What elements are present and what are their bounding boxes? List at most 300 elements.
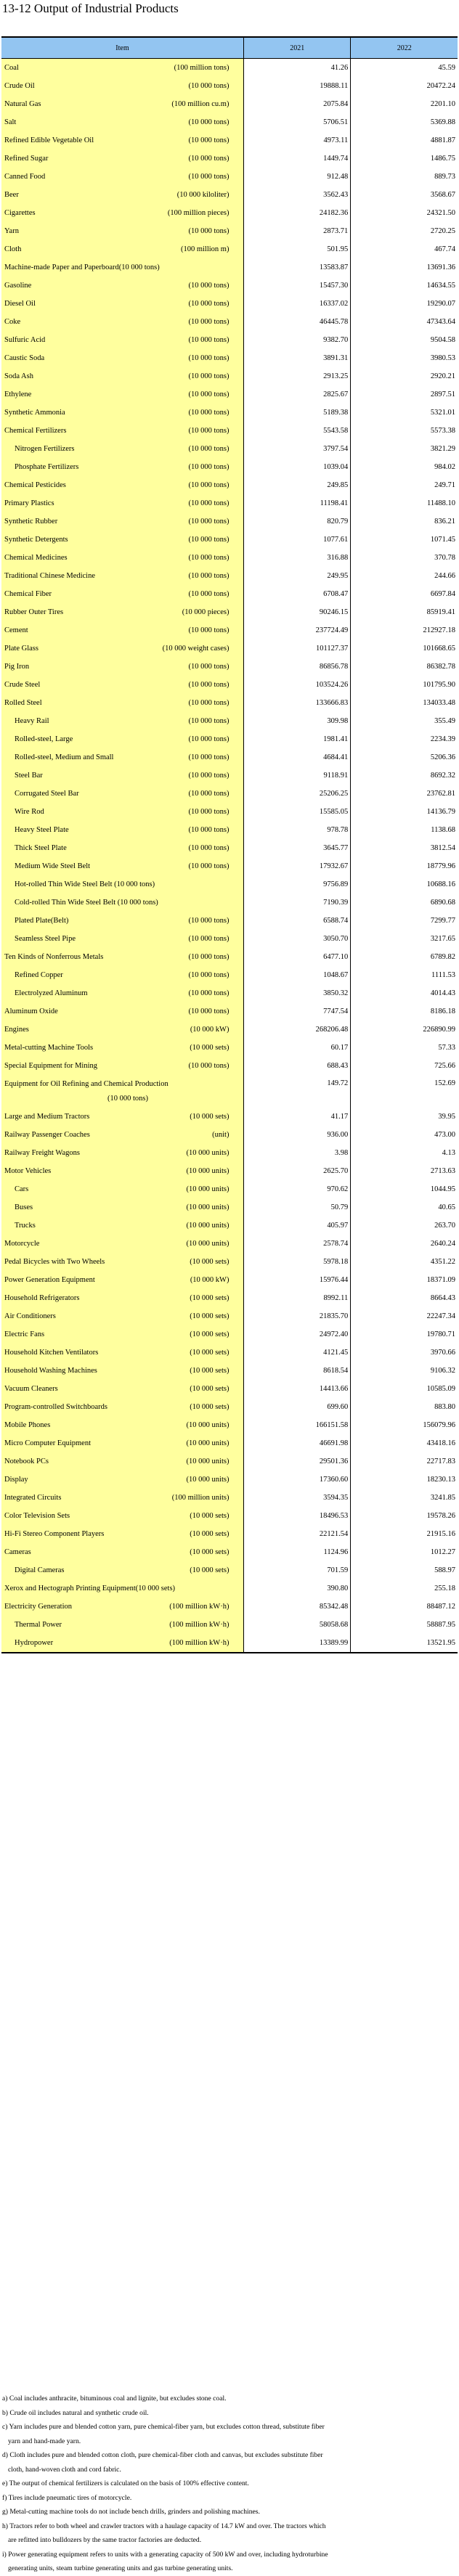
value-2021: 3.98 (244, 1144, 351, 1162)
item-cell (1, 1634, 244, 1652)
item-cell (1, 603, 244, 621)
table-row (1, 494, 458, 512)
value-2021: 2825.67 (244, 385, 351, 404)
table-row (1, 168, 458, 186)
item-cell (1, 77, 244, 95)
table-row (1, 748, 458, 766)
item-name: Traditional Chinese Medicine (4, 572, 96, 580)
value-2022: 13691.36 (426, 263, 455, 271)
item-unit: (10 000 sets) (190, 1512, 230, 1520)
value-2021: 268206.48 (244, 1021, 351, 1039)
table-row (1, 857, 458, 875)
table-row (1, 785, 458, 803)
value-2021: 41.26 (244, 59, 351, 77)
table-row (1, 1108, 458, 1126)
table-row (1, 277, 458, 295)
item-name: Synthetic Ammonia (4, 409, 65, 417)
table-row (1, 912, 458, 930)
value-2021: 50.79 (244, 1198, 351, 1217)
item-unit: (10 000 tons) (188, 409, 230, 417)
value-2022: 467.74 (434, 245, 455, 253)
item-unit: (10 000 sets) (190, 1258, 230, 1266)
item-name: Micro Computer Equipment (4, 1439, 91, 1447)
value-2022: 18371.09 (426, 1276, 455, 1284)
item-name: Wire Rod (15, 808, 44, 816)
item-name: Digital Cameras (15, 1566, 65, 1574)
footnote-line: are refitted into bulldozers by the same tractor factories are deducted. (8, 2536, 202, 2544)
item-name: Special Equipment for Mining (4, 1062, 98, 1070)
table-row (1, 966, 458, 984)
item-unit: (10 000 sets) (190, 1349, 230, 1357)
value-2021: 1048.67 (244, 966, 351, 984)
table-row (1, 240, 458, 258)
item-unit: (100 million kW·h) (169, 1639, 230, 1647)
item-cell (1, 367, 244, 385)
item-unit: (10 000 tons) (188, 391, 230, 398)
item-name: Hi-Fi Stereo Component Players (4, 1530, 105, 1538)
item-cell (1, 1021, 244, 1039)
value-2021: 501.95 (244, 240, 351, 258)
item-unit: (10 000 tons) (188, 354, 230, 362)
value-2021: 1124.96 (244, 1543, 351, 1561)
table-row (1, 1525, 458, 1543)
item-cell (1, 912, 244, 930)
item-name: Trucks (15, 1222, 36, 1230)
value-2021: 46445.78 (244, 313, 351, 331)
value-2021: 4121.45 (244, 1344, 351, 1362)
item-name: Refined Copper (15, 971, 63, 979)
table-row (1, 1144, 458, 1162)
item-unit: (10 000 tons) (188, 681, 230, 689)
value-2021: 2075.84 (244, 95, 351, 113)
item-name: Rubber Outer Tires (4, 608, 64, 616)
item-unit: (10 000 tons) (188, 536, 230, 544)
item-cell (1, 1507, 244, 1525)
table-row (1, 1039, 458, 1057)
table-row (1, 1489, 458, 1507)
value-2021: 14413.66 (244, 1380, 351, 1398)
value-2022: 19578.26 (426, 1512, 455, 1520)
item-unit: (10 000 tons) (188, 590, 230, 598)
item-cell (1, 930, 244, 948)
value-2021: 86856.78 (244, 658, 351, 676)
value-2021: 101127.37 (244, 639, 351, 658)
item-unit: (unit) (212, 1131, 230, 1139)
value-2022: 4881.87 (430, 136, 455, 144)
value-2022: 134033.48 (423, 699, 455, 707)
value-2022: 889.73 (434, 173, 455, 181)
item-name: Aluminum Oxide (4, 1007, 58, 1015)
item-unit: (10 000 units) (186, 1439, 230, 1447)
item-unit: (10 000 tons) (188, 463, 230, 471)
value-2022: 14634.55 (426, 282, 455, 290)
item-cell (1, 1489, 244, 1507)
item-cell (1, 549, 244, 567)
item-unit: (10 000 sets) (190, 1044, 230, 1052)
item-cell (1, 1126, 244, 1144)
item-unit: (10 000 sets) (190, 1330, 230, 1338)
value-2021: 149.72 (244, 1075, 351, 1108)
item-cell (1, 1344, 244, 1362)
value-2021: 699.60 (244, 1398, 351, 1416)
value-2022: 984.02 (434, 463, 455, 471)
item-unit: (10 000 units) (186, 1476, 230, 1484)
value-2022: 19780.71 (426, 1330, 455, 1338)
item-cell (1, 422, 244, 440)
table-row (1, 1075, 458, 1108)
table-row (1, 1543, 458, 1561)
item-unit: (10 000 sets) (190, 1530, 230, 1538)
item-name: Synthetic Rubber (4, 518, 58, 526)
value-2021: 15976.44 (244, 1271, 351, 1289)
value-2022: 57.33 (438, 1044, 455, 1052)
table-row (1, 367, 458, 385)
item-name: Cloth (4, 245, 22, 253)
item-name: Household Refrigerators (4, 1294, 80, 1302)
item-name: Power Generation Equipment (4, 1276, 95, 1284)
value-2021: 237724.49 (244, 621, 351, 639)
item-name: Thick Steel Plate (15, 844, 67, 852)
item-unit: (10 000 weight cases) (162, 645, 230, 653)
value-2021: 7747.54 (244, 1002, 351, 1021)
item-cell (1, 748, 244, 766)
value-2021: 5543.58 (244, 422, 351, 440)
item-name: Phosphate Fertilizers (15, 463, 79, 471)
value-2021: 15457.30 (244, 277, 351, 295)
value-2022: 58887.95 (426, 1621, 455, 1629)
table-row (1, 422, 458, 440)
value-2022: 8692.32 (430, 772, 455, 780)
item-name: Diesel Oil (4, 300, 36, 308)
value-2022: 836.21 (434, 518, 455, 526)
item-cell (1, 766, 244, 785)
item-unit: (100 million kW·h) (169, 1621, 230, 1629)
item-name: Engines (4, 1026, 29, 1034)
item-cell (1, 1057, 244, 1075)
value-2021: 16337.02 (244, 295, 351, 313)
table-row (1, 440, 458, 458)
item-unit: (100 million pieces) (167, 209, 230, 217)
item-cell (1, 1144, 244, 1162)
item-unit: (100 million m) (180, 245, 230, 253)
value-2022: 3241.85 (430, 1494, 455, 1502)
value-2022: 3568.67 (430, 191, 455, 199)
item-unit: (10 000 tons) (188, 518, 230, 526)
value-2022: 883.80 (434, 1403, 455, 1411)
item-cell (1, 240, 244, 258)
item-cell (1, 875, 244, 894)
item-unit: (10 000 tons) (188, 790, 230, 798)
item-name: Xerox and Hectograph Printing Equipment(10 000 sets) (4, 1585, 176, 1592)
value-2021: 912.48 (244, 168, 351, 186)
item-cell (1, 676, 244, 694)
item-cell (1, 458, 244, 476)
value-2021: 21835.70 (244, 1307, 351, 1325)
footnote-line: h) Tractors refer to both wheel and crawler tractors with a haulage capacity of 14.7 kW and over. The tractors which (2, 2522, 326, 2530)
item-cell (1, 1198, 244, 1217)
item-unit: (10 000 tons) (188, 136, 230, 144)
value-2021: 17932.67 (244, 857, 351, 875)
item-name: Refined Sugar (4, 155, 49, 163)
footnote-line: c) Yarn includes pure and blended cotton yarn, pure chemical-fiber yarn, but excludes cotton thread, substitute fiber (2, 2423, 325, 2431)
item-name: Cold-rolled Thin Wide Steel Belt (10 000 tons) (15, 899, 158, 907)
value-2021: 1981.41 (244, 730, 351, 748)
table-row (1, 1344, 458, 1362)
value-2022: 156079.96 (423, 1421, 455, 1429)
item-name: Corrugated Steel Bar (15, 790, 79, 798)
item-name: Cameras (4, 1548, 31, 1556)
value-2021: 4973.11 (244, 131, 351, 150)
item-unit: (100 million kW·h) (169, 1603, 230, 1611)
item-unit: (10 000 tons) (188, 971, 230, 979)
item-cell (1, 1561, 244, 1579)
item-unit: (10 000 tons) (188, 1062, 230, 1070)
item-name: Electric Fans (4, 1330, 45, 1338)
item-name: Rolled Steel (4, 699, 42, 707)
value-2021: 18496.53 (244, 1507, 351, 1525)
value-2022: 5321.01 (430, 409, 455, 417)
item-unit: (10 000 tons) (188, 499, 230, 507)
item-cell (1, 1380, 244, 1398)
item-name: Seamless Steel Pipe (15, 935, 76, 943)
value-2022: 1012.27 (430, 1548, 455, 1556)
value-2021: 8618.54 (244, 1362, 351, 1380)
item-unit: (10 000 units) (186, 1149, 230, 1157)
item-name: Gasoline (4, 282, 32, 290)
item-unit: (10 000 tons) (188, 554, 230, 562)
item-unit: (10 000 tons) (188, 699, 230, 707)
value-2021: 133666.83 (244, 694, 351, 712)
item-name: Railway Passenger Coaches (4, 1131, 90, 1139)
value-2021: 701.59 (244, 1561, 351, 1579)
value-2021: 85342.48 (244, 1598, 351, 1616)
item-name: Motorcycle (4, 1240, 40, 1248)
value-2022: 19290.07 (426, 300, 455, 308)
item-cell (1, 1452, 244, 1471)
value-2021: 25206.25 (244, 785, 351, 803)
table-row (1, 1162, 458, 1180)
footnote-line: a) Coal includes anthracite, bituminous coal and lignite, but excludes stone coal. (2, 2395, 227, 2403)
table-row (1, 1452, 458, 1471)
item-unit: (10 000 tons) (188, 300, 230, 308)
value-2022: 18779.96 (426, 862, 455, 870)
item-cell (1, 131, 244, 150)
item-cell (1, 1579, 244, 1598)
item-cell (1, 1235, 244, 1253)
value-2021: 9756.89 (244, 875, 351, 894)
value-2022: 263.70 (434, 1222, 455, 1230)
item-name: Yarn (4, 227, 19, 235)
item-cell (1, 621, 244, 639)
value-2021: 60.17 (244, 1039, 351, 1057)
value-2022: 4351.22 (430, 1258, 455, 1266)
table-row (1, 1235, 458, 1253)
item-name: Crude Oil (4, 82, 35, 90)
item-unit: (10 000 units) (186, 1167, 230, 1175)
value-2021: 1449.74 (244, 150, 351, 168)
item-cell (1, 803, 244, 821)
table-row (1, 948, 458, 966)
table-row (1, 150, 458, 168)
value-2021: 46691.98 (244, 1434, 351, 1452)
table-row (1, 385, 458, 404)
item-cell (1, 385, 244, 404)
value-2022: 18230.13 (426, 1476, 455, 1484)
item-name: Coal (4, 64, 19, 72)
table-row (1, 512, 458, 531)
item-unit: (10 000 tons) (188, 372, 230, 380)
item-unit: (10 000 units) (186, 1457, 230, 1465)
item-name: Large and Medium Tractors (4, 1113, 90, 1121)
item-name: Plated Plate(Belt) (15, 917, 69, 925)
item-unit: (10 000 tons) (188, 427, 230, 435)
item-unit: (10 000 tons) (188, 953, 230, 961)
item-name: Chemical Medicines (4, 554, 68, 562)
item-unit: (10 000 sets) (190, 1294, 230, 1302)
item-unit: (10 000 tons) (188, 772, 230, 780)
table-row (1, 730, 458, 748)
item-name: Ten Kinds of Nonferrous Metals (4, 953, 104, 961)
item-cell (1, 966, 244, 984)
item-unit: (10 000 tons) (188, 173, 230, 181)
value-2022: 101668.65 (423, 645, 455, 653)
value-2021: 11198.41 (244, 494, 351, 512)
item-unit: (10 000 sets) (190, 1403, 230, 1411)
value-2022: 152.69 (434, 1079, 455, 1087)
value-2021: 820.79 (244, 512, 351, 531)
item-name: Cars (15, 1185, 29, 1193)
footnote-line: b) Crude oil includes natural and synthetic crude oil. (2, 2408, 149, 2417)
value-2021: 24972.40 (244, 1325, 351, 1344)
item-name: Mobile Phones (4, 1421, 51, 1429)
value-2021: 316.88 (244, 549, 351, 567)
value-2021: 2873.71 (244, 222, 351, 240)
value-2022: 2920.21 (430, 372, 455, 380)
footnote-line: cloth, hand-woven cloth and cord fabric. (8, 2465, 121, 2474)
item-cell (1, 1416, 244, 1434)
item-cell (1, 168, 244, 186)
value-2022: 5206.36 (430, 753, 455, 761)
item-unit: (10 000 units) (186, 1222, 230, 1230)
item-name: Household Washing Machines (4, 1367, 97, 1375)
table-body (1, 59, 458, 1653)
table-row (1, 603, 458, 621)
item-cell (1, 349, 244, 367)
table-row (1, 766, 458, 785)
table-row (1, 1579, 458, 1598)
item-name: Rolled-steel, Medium and Small (15, 753, 114, 761)
value-2022: 88487.12 (426, 1603, 455, 1611)
item-cell (1, 150, 244, 168)
item-unit: (10 000 tons) (188, 1007, 230, 1015)
item-unit: (10 000 tons) (188, 717, 230, 725)
item-cell (1, 1471, 244, 1489)
item-cell (1, 440, 244, 458)
value-2022: 9504.58 (430, 336, 455, 344)
value-2021: 103524.26 (244, 676, 351, 694)
table-row (1, 1198, 458, 1217)
item-cell (1, 1271, 244, 1289)
item-name: Beer (4, 191, 19, 199)
item-name: Vacuum Cleaners (4, 1385, 58, 1393)
item-name: Crude Steel (4, 681, 41, 689)
value-2022: 2897.51 (430, 391, 455, 398)
item-unit: (10 000 tons) (188, 481, 230, 489)
table-row (1, 295, 458, 313)
value-2021: 4684.41 (244, 748, 351, 766)
table-row (1, 1021, 458, 1039)
value-2021: 9382.70 (244, 331, 351, 349)
item-cell (1, 258, 244, 277)
table-row (1, 1002, 458, 1021)
value-2022: 10585.09 (426, 1385, 455, 1393)
table-row (1, 476, 458, 494)
item-unit: (10 000 tons) (188, 753, 230, 761)
item-unit: (10 000 sets) (190, 1548, 230, 1556)
item-unit: (10 000 units) (186, 1203, 230, 1211)
value-2021: 405.97 (244, 1217, 351, 1235)
item-name: Electrolyzed Aluminum (15, 989, 88, 997)
value-2021: 7190.39 (244, 894, 351, 912)
item-unit: (10 000 kW) (190, 1026, 230, 1034)
item-unit: (10 000 tons) (188, 318, 230, 326)
item-unit: (10 000 tons) (188, 626, 230, 634)
item-unit: (10 000 tons) (188, 735, 230, 743)
table-row (1, 1180, 458, 1198)
item-name: Coke (4, 318, 21, 326)
footnote-line: d) Cloth includes pure and blended cotton cloth, pure chemical-fiber cloth and canvas, but excludes substitute fiber (2, 2451, 323, 2459)
item-unit: (10 000 tons) (188, 935, 230, 943)
value-2022: 226890.99 (423, 1026, 455, 1034)
item-name: Heavy Rail (15, 717, 49, 725)
table-row (1, 313, 458, 331)
table-row (1, 1271, 458, 1289)
page-title: 13-12 Output of Industrial Products (2, 1, 179, 15)
item-cell (1, 1616, 244, 1634)
table-row (1, 59, 458, 77)
value-2022: 21915.16 (426, 1530, 455, 1538)
table-row (1, 1380, 458, 1398)
item-unit: (10 000 tons) (188, 118, 230, 126)
value-2022: 39.95 (438, 1113, 455, 1121)
value-2021: 390.80 (244, 1579, 351, 1598)
item-name: Chemical Fertilizers (4, 427, 67, 435)
table-row (1, 222, 458, 240)
value-2021: 936.00 (244, 1126, 351, 1144)
value-2021: 24182.36 (244, 204, 351, 222)
item-name: Buses (15, 1203, 33, 1211)
item-cell (1, 1162, 244, 1180)
item-unit: (100 million tons) (174, 64, 230, 72)
item-unit: (10 000 tons) (188, 336, 230, 344)
value-2021: 3594.35 (244, 1489, 351, 1507)
item-unit: (100 million units) (171, 1494, 230, 1502)
item-unit: (10 000 tons) (188, 82, 230, 90)
table-row (1, 694, 458, 712)
table-row (1, 1561, 458, 1579)
item-cell (1, 1307, 244, 1325)
value-2022: 4014.43 (430, 989, 455, 997)
item-cell (1, 948, 244, 966)
item-unit: (10 000 units) (186, 1185, 230, 1193)
value-2021: 58058.68 (244, 1616, 351, 1634)
table-row (1, 821, 458, 839)
table-row (1, 1217, 458, 1235)
value-2022: 3980.53 (430, 354, 455, 362)
table-row (1, 658, 458, 676)
value-2022: 6890.68 (430, 899, 455, 907)
item-cell (1, 1180, 244, 1198)
